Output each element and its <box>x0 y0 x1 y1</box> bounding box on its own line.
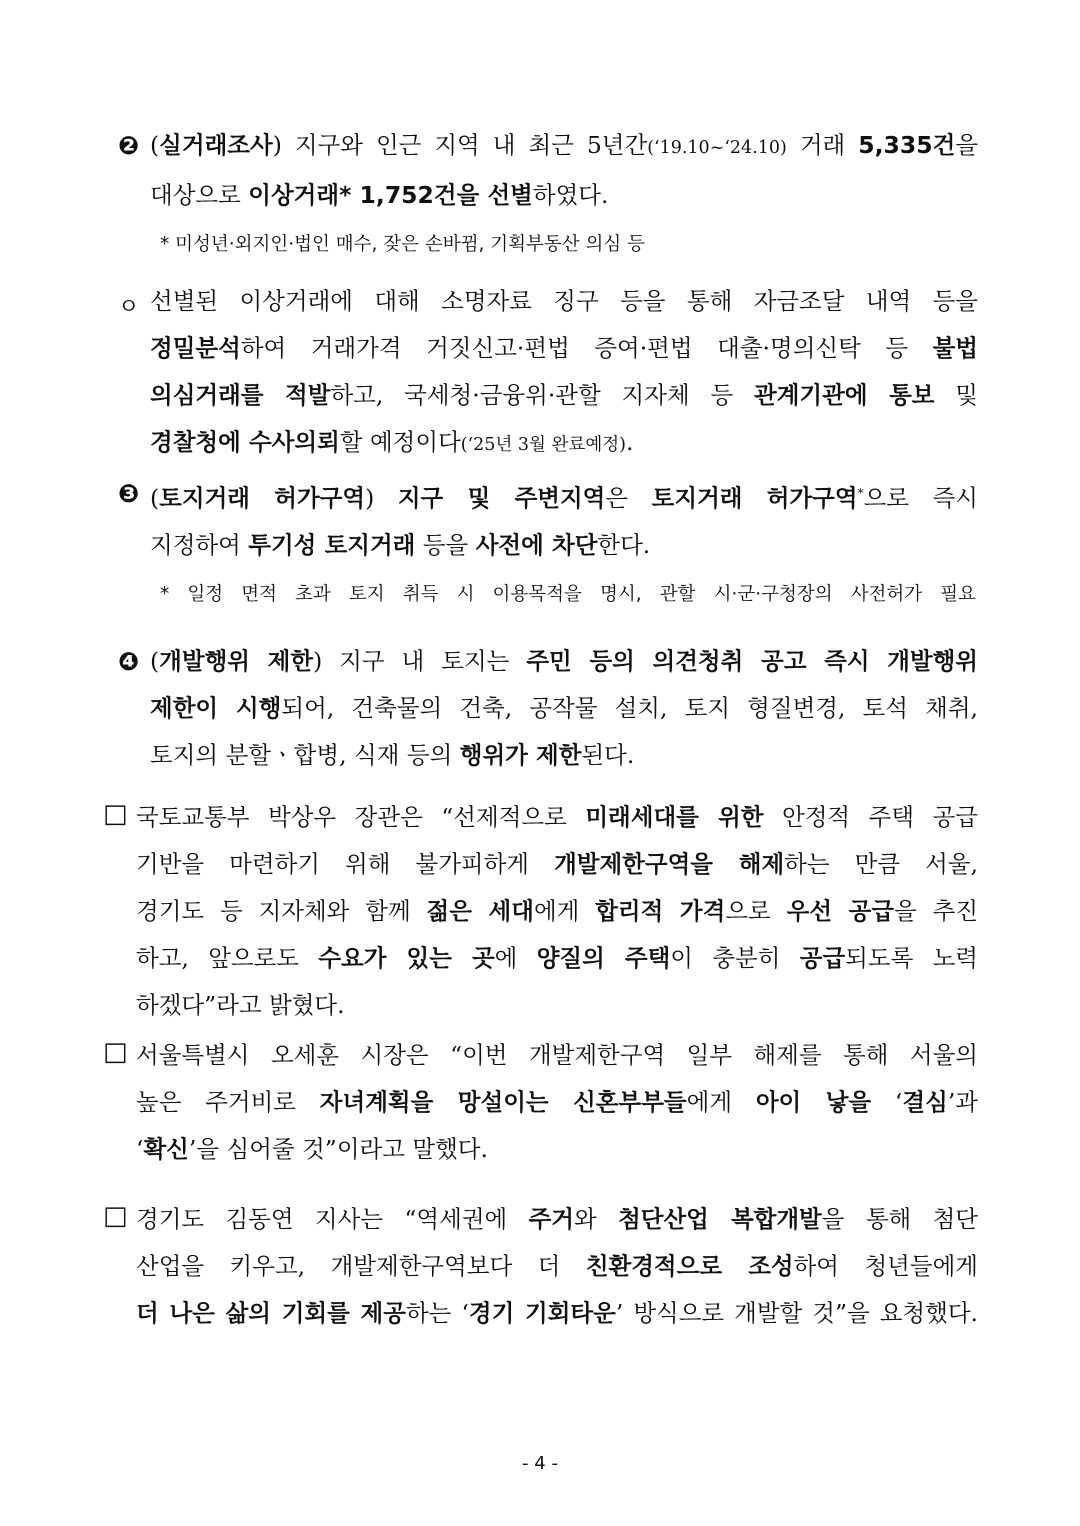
text-line <box>150 172 978 219</box>
text-line <box>136 1032 978 1079</box>
footnote-mark: * <box>857 486 864 500</box>
text-run: 하겠다”라고 밝혔다. <box>136 991 345 1019</box>
bold-run: 제한이 시행 <box>150 694 282 722</box>
bold-run: 자녀계획을 망설이는 신혼부부들 <box>319 1088 687 1116</box>
paragraph-3-body <box>136 1196 978 1337</box>
text-run: 을 <box>955 131 979 159</box>
text-run: 으로 <box>725 897 787 925</box>
bold-run: 5,335건 <box>858 131 956 159</box>
text-run: ’ 방식으로 개발할 것”을 요청했다. <box>615 1299 978 1327</box>
text-run: . <box>625 428 634 456</box>
text-run: 국토교통부 박상우 장관은 “선제적으로 <box>136 803 586 831</box>
bold-run: 주거 <box>528 1205 574 1233</box>
paragraph-2-marker: □ <box>103 1037 128 1067</box>
bold-run: 불법 <box>932 334 978 362</box>
bold-run: 지구 및 주변지역 <box>397 483 606 512</box>
section-4-body <box>150 638 978 779</box>
text-line <box>136 1079 978 1126</box>
text-run: 되어, 건축물의 건축, 공작물 설치, 토지 형질변경, 토석 채취, <box>281 694 979 722</box>
text-run: ) <box>365 483 398 512</box>
text-run: 에 <box>494 944 537 972</box>
section-3-footnote: * 일정 면적 초과 토지 취득 시 이용목적을 명시, 관할 시·군·구청장의 사전허가 필요 <box>160 584 976 605</box>
text-run: ‘ <box>136 1135 144 1163</box>
text-line <box>136 1196 978 1243</box>
bold-run: 합리적 가격 <box>595 897 726 925</box>
bold-run: 투기성 토지거래 <box>248 530 416 559</box>
bold-run: 행위가 제한 <box>459 741 582 769</box>
text-run: ( <box>150 483 160 512</box>
text-run: 등을 <box>415 530 476 559</box>
text-line <box>150 685 978 732</box>
text-line <box>150 470 978 522</box>
text-line <box>136 1290 978 1337</box>
text-run: 대상으로 <box>150 181 249 209</box>
text-line <box>150 419 978 469</box>
bold-run: 토지거래 허가구역 <box>159 483 366 512</box>
text-run: ) 지구 내 토지는 <box>313 647 527 675</box>
text-run: 이 충분히 <box>670 944 800 972</box>
text-run: 및 <box>934 381 979 409</box>
text-run: 한다. <box>597 530 651 559</box>
text-run: ‘ <box>871 1088 903 1116</box>
bold-run: 젊은 세대 <box>426 897 534 925</box>
text-line <box>150 372 978 419</box>
section-2-body <box>150 122 978 219</box>
text-line <box>150 638 978 685</box>
bold-run: 개발제한구역을 해제 <box>554 850 785 878</box>
bold-run: 의심거래를 적발 <box>150 381 331 409</box>
bold-run: 사전에 차단 <box>475 530 598 559</box>
text-line <box>136 982 978 1029</box>
section-3-body <box>150 470 978 569</box>
bold-run: 관계기관에 통보 <box>754 381 935 409</box>
text-line <box>150 325 978 372</box>
text-run: 은 <box>605 483 652 512</box>
section-2-marker: ❷ <box>118 131 140 160</box>
bold-run: 공급 <box>799 944 846 972</box>
text-run: 하여 거래가격 거짓신고·편법 증여·편법 대출·명의신탁 등 <box>240 334 933 362</box>
text-line <box>136 935 978 982</box>
text-run: 하는 ‘ <box>405 1299 469 1327</box>
text-line <box>150 278 978 325</box>
text-run: 서울특별시 오세훈 시장은 “이번 개발제한구역 일부 해제를 통해 서울의 <box>136 1041 978 1069</box>
bold-run: 토지거래 허가구역 <box>651 483 858 512</box>
text-run: 선별된 이상거래에 대해 소명자료 징구 등을 통해 자금조달 내역 등을 <box>150 287 978 315</box>
section-4-marker: ❹ <box>118 647 140 676</box>
text-run: 으로 즉시 <box>863 483 978 512</box>
text-run: 높은 주거비로 <box>136 1088 320 1116</box>
bold-run: 정밀분석 <box>150 334 241 362</box>
bold-run: 양질의 주택 <box>536 944 671 972</box>
text-run: 토지의 분할ㆍ합병, 식재 등의 <box>150 741 460 769</box>
text-run: ’과 <box>947 1088 978 1116</box>
text-run: 하였다. <box>532 181 609 209</box>
bold-run: 더 나은 삶의 기회를 제공 <box>136 1299 406 1327</box>
paragraph-2-body <box>136 1032 978 1173</box>
text-line <box>150 522 978 569</box>
text-run: 지정하여 <box>150 530 249 559</box>
bold-run: 미래세대를 위한 <box>585 803 764 831</box>
bold-run: 첨단산업 복합개발 <box>618 1205 822 1233</box>
text-run: 산업을 키우고, 개발제한구역보다 더 <box>136 1252 586 1280</box>
paragraph-3-marker: □ <box>103 1201 128 1231</box>
section-2-footnote: * 미성년·외지인·법인 매수, 잦은 손바뀜, 기획부동산 의심 등 <box>160 234 645 255</box>
bold-run: 우선 공급 <box>786 897 895 925</box>
text-run: ( <box>150 647 160 675</box>
text-run: 에게 <box>533 897 596 925</box>
text-run: 된다. <box>581 741 635 769</box>
bold-run: 아이 낳을 <box>755 1088 872 1116</box>
bold-run: 실거래조사 <box>159 131 273 159</box>
text-run: ’을 심어줄 것”이라고 말했다. <box>188 1135 488 1163</box>
text-line <box>136 841 978 888</box>
bold-run: 개발행위 제한 <box>159 647 314 675</box>
sub-bullet-marker: ㅇ <box>118 295 140 320</box>
text-line <box>136 1126 978 1173</box>
text-run: 와 <box>574 1205 619 1233</box>
text-line <box>150 122 978 172</box>
text-run: 기반을 마련하기 위해 불가피하게 <box>136 850 555 878</box>
schedule-note: (‘25년 3월 완료예정) <box>460 435 626 455</box>
text-run: 거래 <box>786 131 859 159</box>
bold-run: 수요가 있는 곳 <box>318 944 495 972</box>
sub-bullet-body <box>150 278 978 469</box>
text-run: 을 통해 첨단 <box>821 1205 978 1233</box>
section-3-marker: ❸ <box>118 479 140 508</box>
text-run: 하고, 국세청·금융위·관할 지자체 등 <box>330 381 755 409</box>
text-run: 하여 청년들에게 <box>793 1252 978 1280</box>
text-run: ( <box>150 131 160 159</box>
text-run: 하고, 앞으로도 <box>136 944 319 972</box>
text-run: 안정적 주택 공급 <box>763 803 978 831</box>
text-line <box>150 732 978 779</box>
paragraph-1-body <box>136 794 978 1029</box>
text-run: 할 예정이다 <box>339 428 461 456</box>
text-run: 에게 <box>686 1088 756 1116</box>
text-line <box>136 888 978 935</box>
bold-run: 이상거래* 1,752건을 선별 <box>248 181 533 209</box>
text-run: 하는 만큼 서울, <box>784 850 978 878</box>
bold-run: 확신 <box>143 1135 189 1163</box>
text-run: 경기도 김동연 지사는 “역세권에 <box>136 1205 529 1233</box>
text-run: 되도록 노력 <box>845 944 979 972</box>
bold-run: 경기 기회타운 <box>468 1299 616 1327</box>
page-number: - 4 - <box>522 1453 558 1474</box>
text-run: ) 지구와 인근 지역 내 최근 5년간 <box>272 131 648 159</box>
text-line <box>136 794 978 841</box>
bold-run: 경찰청에 수사의뢰 <box>150 428 340 456</box>
bold-run: 결심 <box>902 1088 948 1116</box>
bold-run: 친환경적으로 조성 <box>585 1252 794 1280</box>
text-run: 을 추진 <box>894 897 979 925</box>
period-note: (‘19.10~‘24.10) <box>647 138 787 158</box>
text-run: 경기도 등 지자체와 함께 <box>136 897 427 925</box>
paragraph-1-marker: □ <box>103 799 128 829</box>
bold-run: 주민 등의 의견청취 공고 즉시 개발행위 <box>526 647 979 675</box>
text-line <box>136 1243 978 1290</box>
